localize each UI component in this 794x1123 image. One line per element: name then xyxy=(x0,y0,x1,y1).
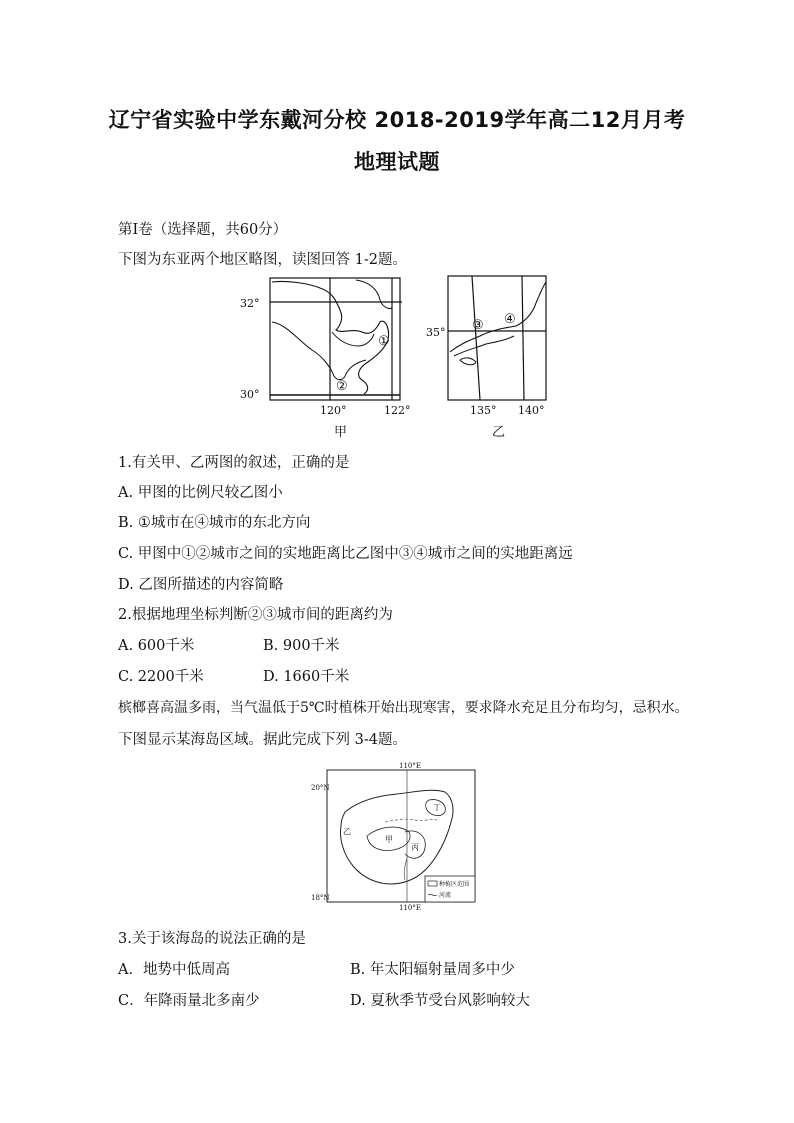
map-yi-lat-label: 35° xyxy=(426,326,446,339)
q1-option-a: A. 甲图的比例尺较乙图小 xyxy=(118,485,283,501)
label-yi: 乙 xyxy=(343,827,351,836)
map-jia-shore-detail xyxy=(356,280,392,309)
q2-stem: 2.根据地理坐标判断②③城市间的距离约为 xyxy=(118,607,393,623)
map-jia-lon-left-label: 120° xyxy=(320,404,347,417)
map-jia-lat-bottom-label: 30° xyxy=(240,388,260,401)
map-jia-lon-right-label: 122° xyxy=(384,404,411,417)
city-2-marker: ② xyxy=(336,379,348,394)
q1-option-d: D. 乙图所描述的内容简略 xyxy=(118,577,284,593)
intro-text-1: 下图为东亚两个地区略图，读图回答 1-2题。 xyxy=(118,252,407,268)
q1-stem: 1.有关甲、乙两图的叙述，正确的是 xyxy=(118,455,350,471)
label-bing: 丙 xyxy=(411,843,419,852)
island-lat-bottom-label: 18°N xyxy=(311,894,330,902)
map-jia xyxy=(240,270,420,430)
island-map xyxy=(305,762,505,912)
legend-area-label: 种植区范围 xyxy=(439,881,470,888)
city-4-marker: ④ xyxy=(504,312,516,327)
city-3-marker: ③ xyxy=(472,318,484,333)
map-yi-gridline-lon140 xyxy=(522,276,524,400)
q2-option-b: B. 900千米 xyxy=(263,638,340,654)
city-1-marker: ① xyxy=(378,334,390,349)
map-yi-frame xyxy=(448,276,546,400)
label-ding: 丁 xyxy=(433,803,441,812)
map-yi-caption: 乙 xyxy=(492,425,506,440)
island-river-2 xyxy=(404,858,407,880)
map-yi xyxy=(420,270,560,430)
island-lon-bottom-label: 110°E xyxy=(399,904,421,912)
intro-text-2b: 下图显示某海岛区域。据此完成下列 3-4题。 xyxy=(118,732,407,748)
q2-option-a: A. 600千米 xyxy=(118,638,195,654)
q3-stem: 3.关于该海岛的说法正确的是 xyxy=(118,931,306,947)
map-yi-shore-south xyxy=(454,336,514,356)
q2-option-c: C. 2200千米 xyxy=(118,669,204,685)
map-jia-caption: 甲 xyxy=(334,425,348,440)
label-jia: 甲 xyxy=(385,835,393,844)
section-label: 第Ⅰ卷（选择题，共60分） xyxy=(118,222,288,238)
q3-option-d: D. 夏秋季节受台风影响较大 xyxy=(350,993,530,1009)
q1-option-c: C. 甲图中①②城市之间的实地距离比乙图中③④城市之间的实地距离远 xyxy=(118,546,573,562)
title-line-2: 地理试题 xyxy=(354,150,440,174)
island-lat-top-label: 20°N xyxy=(311,784,330,792)
q3-option-b: B. 年太阳辐射量周多中少 xyxy=(350,962,515,978)
intro-text-2a: 槟榔喜高温多雨，当气温低于5℃时植株开始出现寒害，要求降水充足且分布均匀，忌积水。 xyxy=(118,700,689,716)
q2-option-d: D. 1660千米 xyxy=(263,669,350,685)
island-river-1 xyxy=(385,819,437,822)
legend-river-label: 河流 xyxy=(439,892,452,899)
island-lon-top-label: 110°E xyxy=(399,762,421,770)
map-jia-bay xyxy=(332,332,374,346)
map-yi-lon-right-label: 140° xyxy=(518,404,545,417)
q3-option-c: C．年降雨量北多南少 xyxy=(118,993,260,1009)
map-yi-lon-left-label: 135° xyxy=(470,404,497,417)
title-line-1: 辽宁省实验中学东戴河分校 2018-2019学年高二12月月考 xyxy=(108,108,686,132)
q1-option-b: B. ①城市在④城市的东北方向 xyxy=(118,515,311,531)
map-jia-lat-top-label: 32° xyxy=(240,297,260,310)
q3-option-a: A．地势中低周高 xyxy=(118,962,230,978)
map-yi-island xyxy=(460,358,476,365)
